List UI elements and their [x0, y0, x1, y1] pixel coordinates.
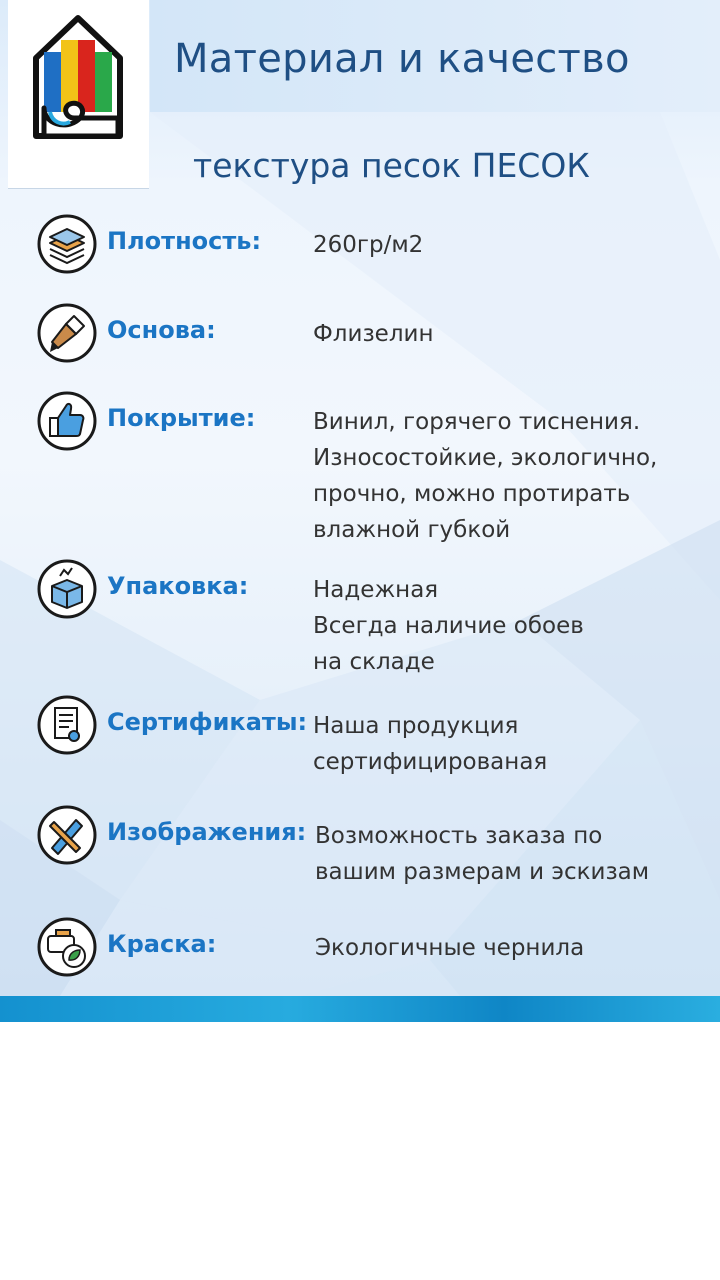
layers-icon	[36, 213, 98, 275]
spec-label: Упаковка:	[107, 572, 249, 600]
spec-value-line: влажной губкой	[313, 517, 511, 543]
spec-value-line: вашим размерам и эскизам	[315, 859, 650, 885]
spec-value-line: Флизелин	[313, 321, 434, 347]
certificate-icon	[36, 694, 98, 756]
eco-ink-icon	[36, 916, 98, 978]
bottom-stripe	[0, 996, 720, 1022]
spec-value-line: на складе	[313, 649, 435, 675]
spec-value-line: Экологичные чернила	[315, 935, 585, 961]
paint-brush-icon	[36, 302, 98, 364]
spec-value-line: Винил, горячего тиснения.	[313, 409, 641, 435]
spec-label: Сертификаты:	[107, 708, 308, 736]
spec-label: Плотность:	[107, 227, 262, 255]
spec-value-line: прочно, можно протирать	[313, 481, 631, 507]
package-box-icon	[36, 558, 98, 620]
house-wallpaper-roll-logo	[26, 12, 130, 152]
spec-value	[313, 316, 434, 352]
spec-label: Изображения:	[107, 818, 307, 846]
thumbs-up-icon	[36, 390, 98, 452]
spec-value	[313, 708, 547, 780]
spec-value-line: Возможность заказа по	[315, 823, 603, 849]
spec-value	[315, 818, 649, 890]
spec-value	[313, 572, 584, 680]
spec-value	[313, 227, 423, 263]
page-title: Материал и качество	[174, 36, 630, 82]
spec-value-line: Надежная	[313, 577, 439, 603]
spec-value-line: сертифицированая	[313, 749, 548, 775]
spec-label: Основа:	[107, 316, 216, 344]
spec-label: Краска:	[107, 930, 217, 958]
pencil-ruler-icon	[36, 804, 98, 866]
spec-value	[315, 930, 584, 966]
spec-value-line: Всегда наличие обоев	[313, 613, 584, 639]
page-subtitle: текстура песок ПЕСОК	[193, 146, 590, 185]
logo	[8, 0, 149, 189]
spec-label: Покрытие:	[107, 404, 256, 432]
spec-value	[313, 404, 657, 548]
spec-value-line: 260гр/м2	[313, 232, 424, 258]
spec-value-line: Износостойкие, экологично,	[313, 445, 658, 471]
spec-value-line: Наша продукция	[313, 713, 519, 739]
